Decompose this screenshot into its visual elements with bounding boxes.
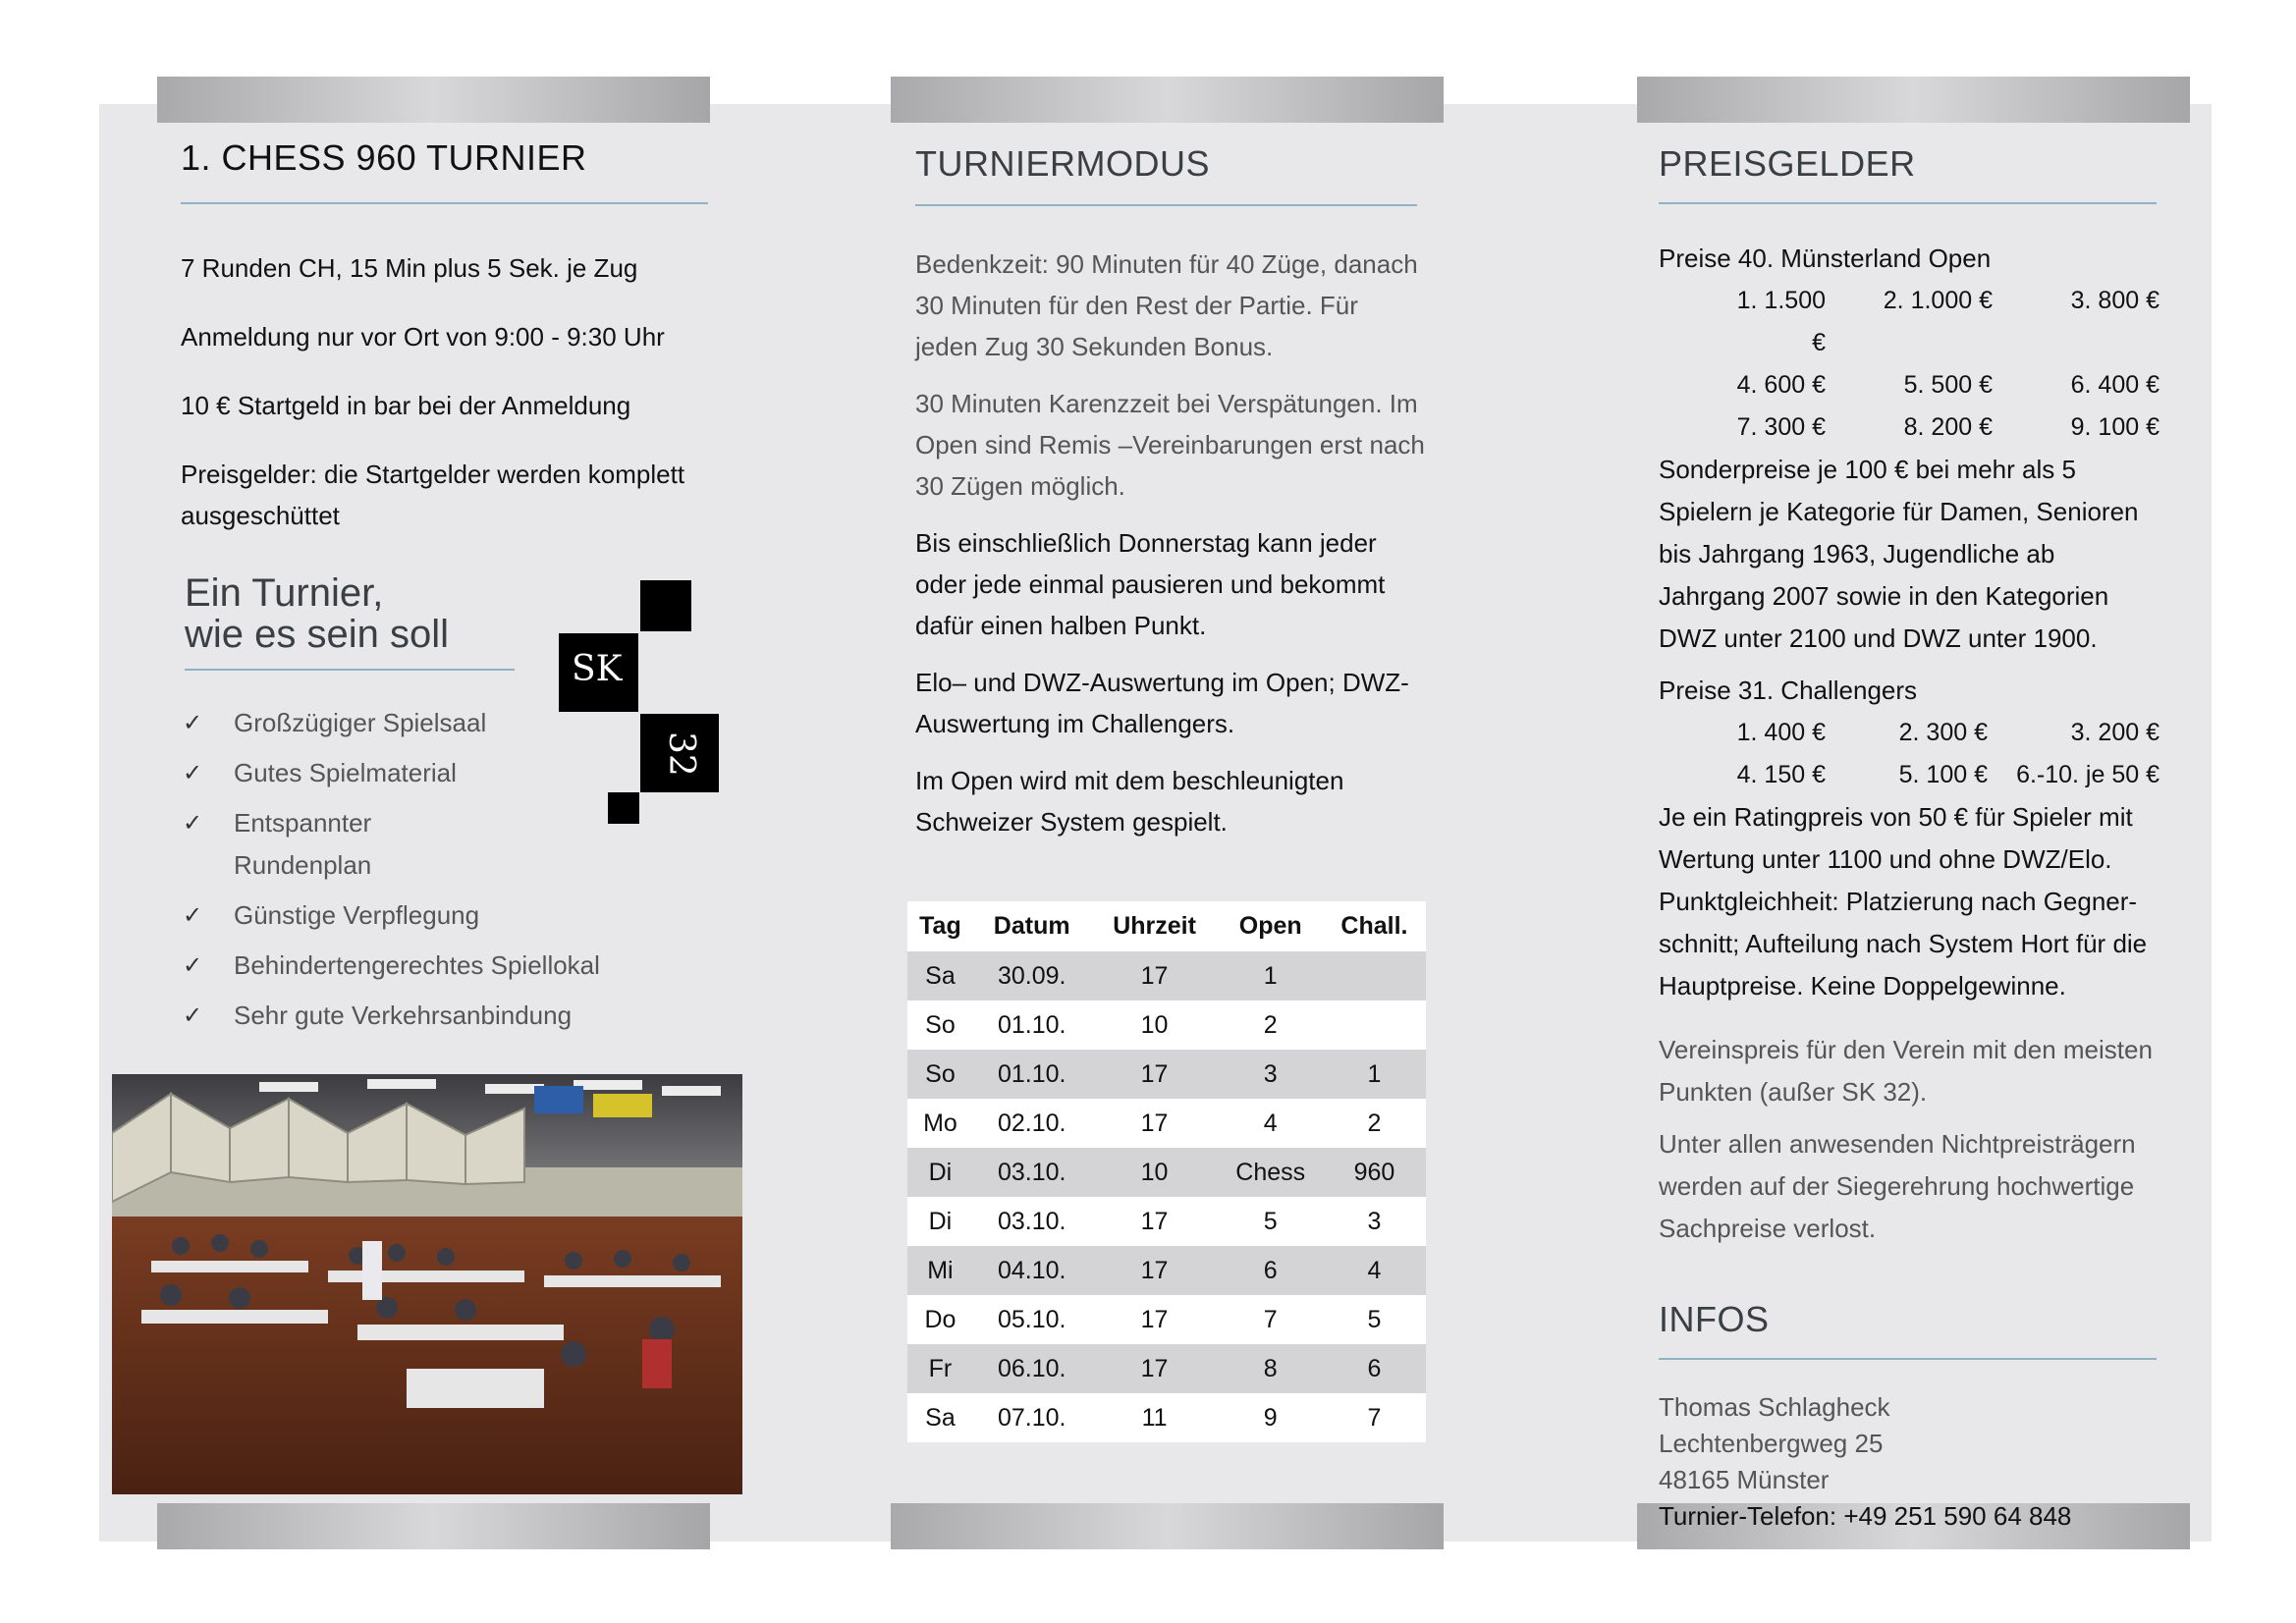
header-tag: Tag xyxy=(907,901,973,951)
table-row: Di 03.10. 10 Chess 960 xyxy=(907,1148,1426,1197)
chess960-fee: 10 € Startgeld in bar bei der Anmeldung xyxy=(181,391,631,420)
slogan-rule xyxy=(185,669,515,671)
logo-text-32: 32 xyxy=(661,731,701,777)
contact-phone: Turnier-Telefon: +49 251 590 64 848 xyxy=(1659,1501,2072,1531)
list-item: ✓ Günstige Verpflegung xyxy=(183,894,634,937)
check-icon: ✓ xyxy=(183,902,203,929)
table-row: So 01.10. 17 3 1 xyxy=(907,1050,1426,1099)
table-row: Mi 04.10. 17 6 4 xyxy=(907,1246,1426,1295)
chess960-rounds: 7 Runden CH, 15 Min plus 5 Sek. je Zug xyxy=(181,253,638,283)
list-item: ✓ Gutes Spielmaterial xyxy=(183,752,634,794)
contact-block xyxy=(1659,1389,2159,1535)
rating-prize-text: Je ein Ratingpreis von 50 € für Spieler mit Wertung unter 1100 und ohne DWZ/Elo. Punktgleichheit: Platzierung nach Gegner-schnitt; Aufteilung nach System Hort für die Hauptpreise. Keine Doppelgewinne. xyxy=(1659,802,2148,1001)
top-bar-left xyxy=(157,77,710,123)
table-row: Fr 06.10. 17 8 6 xyxy=(907,1344,1426,1393)
table-row: Mo 02.10. 17 4 2 xyxy=(907,1099,1426,1148)
logo-text-sk: SK xyxy=(572,649,623,689)
infos-title: INFOS xyxy=(1659,1299,1770,1339)
feature-list xyxy=(183,702,634,1045)
chess960-title: 1. CHESS 960 TURNIER xyxy=(181,137,587,178)
list-item: ✓ Sehr gute Verkehrsanbindung xyxy=(183,995,634,1037)
slogan-line-1: Ein Turnier, xyxy=(185,571,384,615)
check-icon: ✓ xyxy=(183,1002,203,1029)
table-row: Do 05.10. 17 7 5 xyxy=(907,1295,1426,1344)
preisgelder-title: PREISGELDER xyxy=(1659,143,1916,184)
sachpreise-text: Unter allen anwesenden Nichtpreisträgern werden auf der Siegerehrung hochwertige Sachpreise verlost. xyxy=(1659,1129,2136,1243)
top-bar-right xyxy=(1637,77,2190,123)
special-prizes-text: Sonderpreise je 100 € bei mehr als 5 Spielern je Kategorie für Damen, Senioren bis Jahrgang 1963, Jugendliche ab Jahrgang 2007 sowie in den Kategorien DWZ unter 2100 und DWZ unter 1900. xyxy=(1659,455,2139,653)
header-open: Open xyxy=(1219,901,1323,951)
table-row: So 01.10. 10 2 xyxy=(907,1001,1426,1050)
chess960-registration: Anmeldung nur vor Ort von 9:00 - 9:30 Uhr xyxy=(181,322,665,352)
header-datum: Datum xyxy=(973,901,1091,951)
contact-street: Lechtenbergweg 25 xyxy=(1659,1429,1884,1458)
bottom-bar-left xyxy=(157,1503,710,1549)
bottom-bar-middle xyxy=(891,1503,1444,1549)
prize-row: 4. 600 € 5. 500 € 6. 400 € xyxy=(1736,371,2159,399)
slogan xyxy=(185,572,449,655)
auswertung-text: Elo– und DWZ-Auswertung im Open; DWZ-Auswertung im Challengers. xyxy=(915,668,1409,738)
prize-row: 1. 1.500 € 2. 1.000 € 3. 800 € xyxy=(1736,287,2159,356)
pausieren-text: Bis einschließlich Donnerstag kann jeder oder jede einmal pausieren und bekommt dafür einen halben Punkt. xyxy=(915,528,1386,640)
list-item: ✓ Behindertengerechtes Spiellokal xyxy=(183,945,634,987)
header-uhrzeit: Uhrzeit xyxy=(1091,901,1219,951)
schedule-table xyxy=(907,901,1426,1442)
contact-city: 48165 Münster xyxy=(1659,1465,1830,1494)
challengers-prizes-title: Preise 31. Challengers xyxy=(1659,676,1918,705)
chess960-prizes: Preisgelder: die Startgelder werden komplett ausgeschüttet xyxy=(181,460,685,530)
table-row: Sa 07.10. 11 9 7 xyxy=(907,1393,1426,1442)
open-prizes-title: Preise 40. Münsterland Open xyxy=(1659,243,1992,273)
contact-name: Thomas Schlagheck xyxy=(1659,1392,1890,1422)
vereinspreis-text: Vereinspreis für den Verein mit den meisten Punkten (außer SK 32). xyxy=(1659,1035,2153,1107)
system-text: Im Open wird mit dem beschleunigten Schweizer System gespielt. xyxy=(915,766,1344,837)
challengers-prize-grid xyxy=(1659,712,2159,796)
karenzzeit-text: 30 Minuten Karenzzeit bei Verspätungen. Im Open sind Remis –Vereinbarungen erst nach 30 Zügen möglich. xyxy=(915,389,1425,501)
list-item: ✓ Großzügiger Spielsaal xyxy=(183,702,634,744)
top-bar-middle xyxy=(891,77,1444,123)
prize-row: 1. 400 € 2. 300 € 3. 200 € xyxy=(1736,719,2159,746)
prize-row: 7. 300 € 8. 200 € 9. 100 € xyxy=(1736,413,2159,441)
check-icon: ✓ xyxy=(183,952,203,979)
column-chess960 xyxy=(181,137,711,536)
title-rule xyxy=(915,204,1417,206)
check-icon: ✓ xyxy=(183,710,203,736)
check-icon: ✓ xyxy=(183,810,203,837)
slogan-line-2: wie es sein soll xyxy=(185,613,450,656)
logo-square-top xyxy=(640,580,691,631)
header-chall: Chall. xyxy=(1323,901,1426,951)
check-icon: ✓ xyxy=(183,760,203,786)
tournament-hall-photo xyxy=(112,1074,742,1494)
title-rule xyxy=(1659,202,2157,204)
column-preisgelder xyxy=(1659,137,2159,1535)
table-row: Di 03.10. 17 5 3 xyxy=(907,1197,1426,1246)
bedenkzeit-text: Bedenkzeit: 90 Minuten für 40 Züge, danach 30 Minuten für den Rest der Partie. Für jeden Zug 30 Sekunden Bonus. xyxy=(915,249,1418,361)
title-rule xyxy=(181,202,708,204)
open-prize-grid xyxy=(1659,280,2159,449)
column-turniermodus xyxy=(915,137,1426,842)
prize-row: 4. 150 € 5. 100 € 6.-10. je 50 € xyxy=(1736,761,2159,788)
title-rule xyxy=(1659,1358,2157,1360)
table-header-row xyxy=(907,901,1426,951)
table-row: Sa 30.09. 17 1 xyxy=(907,951,1426,1001)
turniermodus-title: TURNIERMODUS xyxy=(915,143,1210,184)
list-item: ✓ Entspannter Rundenplan xyxy=(183,802,420,887)
